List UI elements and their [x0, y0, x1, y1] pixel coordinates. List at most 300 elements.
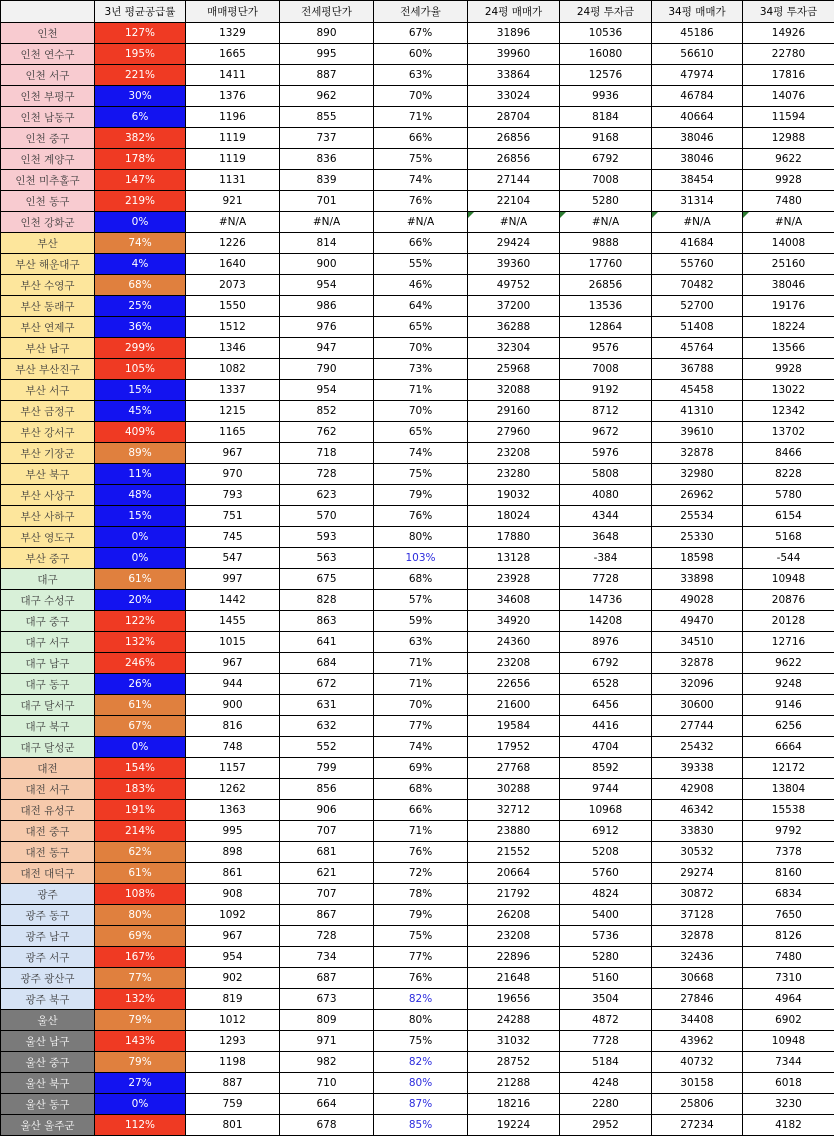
jeonse-ratio-cell: 70%	[374, 695, 468, 716]
supply-rate-cell: 246%	[95, 653, 186, 674]
sale-24py-cell: 23208	[468, 653, 560, 674]
table-row	[1, 254, 834, 275]
table-row	[1, 128, 834, 149]
jeonse-unit-price-cell: 570	[280, 506, 374, 527]
jeonse-ratio-cell: 75%	[374, 1031, 468, 1052]
sale-unit-price-cell: 1082	[186, 359, 280, 380]
sale-34py-cell: 32878	[652, 926, 743, 947]
region-cell: 부산 연제구	[1, 317, 95, 338]
jeonse-unit-price-cell: 839	[280, 170, 374, 191]
table-row	[1, 1094, 834, 1115]
header-24py-sale: 24평 매매가	[468, 1, 560, 23]
sale-24py-cell: 19656	[468, 989, 560, 1010]
region-cell: 인천 계양구	[1, 149, 95, 170]
sale-34py-cell: 41310	[652, 401, 743, 422]
investment-24py-cell: 6528	[560, 674, 652, 695]
investment-34py-cell: 17816	[743, 65, 834, 86]
sale-24py-cell: 39960	[468, 44, 560, 65]
investment-34py-cell: 13022	[743, 380, 834, 401]
investment-24py-cell: 26856	[560, 275, 652, 296]
sale-24py-cell: 21792	[468, 884, 560, 905]
table-row	[1, 800, 834, 821]
supply-rate-cell: 36%	[95, 317, 186, 338]
supply-rate-cell: 67%	[95, 716, 186, 737]
jeonse-ratio-cell: 80%	[374, 527, 468, 548]
table-row	[1, 23, 834, 44]
supply-rate-cell: 143%	[95, 1031, 186, 1052]
jeonse-ratio-cell: 82%	[374, 1052, 468, 1073]
supply-rate-cell: 27%	[95, 1073, 186, 1094]
investment-24py-cell: 13536	[560, 296, 652, 317]
investment-24py-cell: 14736	[560, 590, 652, 611]
investment-24py-cell: 4872	[560, 1010, 652, 1031]
investment-34py-cell: 10948	[743, 1031, 834, 1052]
investment-34py-cell: 5168	[743, 527, 834, 548]
region-cell: 인천 연수구	[1, 44, 95, 65]
sale-24py-cell: 20664	[468, 863, 560, 884]
sale-24py-cell: 23280	[468, 464, 560, 485]
supply-rate-cell: 178%	[95, 149, 186, 170]
investment-24py-cell: 5736	[560, 926, 652, 947]
sale-unit-price-cell: 1411	[186, 65, 280, 86]
jeonse-unit-price-cell: 900	[280, 254, 374, 275]
sale-unit-price-cell: 1512	[186, 317, 280, 338]
sale-24py-cell: 27768	[468, 758, 560, 779]
sale-34py-cell: 39338	[652, 758, 743, 779]
investment-24py-cell: 5808	[560, 464, 652, 485]
supply-rate-cell: 0%	[95, 548, 186, 569]
region-cell: 부산 북구	[1, 464, 95, 485]
investment-34py-cell: 7480	[743, 947, 834, 968]
error-indicator-icon	[743, 212, 749, 218]
sale-34py-cell: 34510	[652, 632, 743, 653]
sale-unit-price-cell: 1131	[186, 170, 280, 191]
supply-rate-cell: 62%	[95, 842, 186, 863]
sale-24py-cell: 31032	[468, 1031, 560, 1052]
table-row	[1, 107, 834, 128]
sale-unit-price-cell: 861	[186, 863, 280, 884]
jeonse-ratio-cell: 71%	[374, 821, 468, 842]
table-row	[1, 611, 834, 632]
jeonse-ratio-cell: 60%	[374, 44, 468, 65]
investment-24py-cell: 4704	[560, 737, 652, 758]
sale-unit-price-cell: 745	[186, 527, 280, 548]
investment-24py-cell: 5280	[560, 947, 652, 968]
jeonse-unit-price-cell: 809	[280, 1010, 374, 1031]
region-cell: 대구 수성구	[1, 590, 95, 611]
investment-34py-cell: 14076	[743, 86, 834, 107]
region-cell: 대전 서구	[1, 779, 95, 800]
investment-24py-cell: 6912	[560, 821, 652, 842]
sale-24py-cell: 33864	[468, 65, 560, 86]
jeonse-ratio-cell: 68%	[374, 779, 468, 800]
table-row	[1, 926, 834, 947]
region-cell: 부산 금정구	[1, 401, 95, 422]
region-cell: 부산 서구	[1, 380, 95, 401]
investment-24py-cell: 6792	[560, 149, 652, 170]
region-cell: 인천 서구	[1, 65, 95, 86]
sale-unit-price-cell: 1329	[186, 23, 280, 44]
region-cell: 인천 중구	[1, 128, 95, 149]
jeonse-unit-price-cell: 962	[280, 86, 374, 107]
jeonse-unit-price-cell: 855	[280, 107, 374, 128]
investment-24py-cell: 17760	[560, 254, 652, 275]
header-region	[1, 1, 95, 23]
sale-unit-price-cell: 1012	[186, 1010, 280, 1031]
jeonse-ratio-cell: 71%	[374, 107, 468, 128]
sale-34py-cell: 45186	[652, 23, 743, 44]
supply-rate-cell: 68%	[95, 275, 186, 296]
jeonse-ratio-cell: 73%	[374, 359, 468, 380]
region-cell: 인천 강화군	[1, 212, 95, 233]
sale-24py-cell: 28704	[468, 107, 560, 128]
supply-rate-cell: 79%	[95, 1052, 186, 1073]
jeonse-unit-price-cell: 971	[280, 1031, 374, 1052]
table-row	[1, 716, 834, 737]
sale-34py-cell: 31314	[652, 191, 743, 212]
table-row	[1, 44, 834, 65]
jeonse-unit-price-cell: 982	[280, 1052, 374, 1073]
sale-24py-cell: 23208	[468, 926, 560, 947]
header-34py-investment: 34평 투자금	[743, 1, 834, 23]
sale-34py-cell: 25806	[652, 1094, 743, 1115]
table-row	[1, 1073, 834, 1094]
investment-34py-cell: 7378	[743, 842, 834, 863]
investment-24py-cell: 7008	[560, 170, 652, 191]
region-cell: 대구 서구	[1, 632, 95, 653]
investment-34py-cell: 8160	[743, 863, 834, 884]
sale-34py-cell: 32436	[652, 947, 743, 968]
supply-rate-cell: 61%	[95, 863, 186, 884]
jeonse-unit-price-cell: 623	[280, 485, 374, 506]
investment-34py-cell: 38046	[743, 275, 834, 296]
supply-rate-cell: 11%	[95, 464, 186, 485]
sale-34py-cell: 34408	[652, 1010, 743, 1031]
jeonse-unit-price-cell: 867	[280, 905, 374, 926]
header-supply-rate: 3년 평균공급률	[95, 1, 186, 23]
sale-34py-cell: 49470	[652, 611, 743, 632]
sale-unit-price-cell: 1015	[186, 632, 280, 653]
sale-34py-cell: 26962	[652, 485, 743, 506]
table-row	[1, 149, 834, 170]
investment-34py-cell: 13702	[743, 422, 834, 443]
jeonse-ratio-cell: 74%	[374, 737, 468, 758]
jeonse-unit-price-cell: 906	[280, 800, 374, 821]
sale-34py-cell: 27846	[652, 989, 743, 1010]
table-row	[1, 632, 834, 653]
jeonse-ratio-cell: 72%	[374, 863, 468, 884]
investment-24py-cell: 5160	[560, 968, 652, 989]
investment-34py-cell: 9928	[743, 170, 834, 191]
jeonse-unit-price-cell: 710	[280, 1073, 374, 1094]
supply-rate-cell: 48%	[95, 485, 186, 506]
investment-24py-cell: 14208	[560, 611, 652, 632]
region-cell: 대구 북구	[1, 716, 95, 737]
sale-24py-cell: 23928	[468, 569, 560, 590]
investment-34py-cell: -544	[743, 548, 834, 569]
sale-24py-cell: 21600	[468, 695, 560, 716]
sale-24py-cell: 18216	[468, 1094, 560, 1115]
region-cell: 울산 울주군	[1, 1115, 95, 1136]
jeonse-ratio-cell: 75%	[374, 464, 468, 485]
investment-34py-cell: 14926	[743, 23, 834, 44]
jeonse-ratio-cell: 80%	[374, 1010, 468, 1031]
investment-24py-cell: 7008	[560, 359, 652, 380]
region-cell: 인천 동구	[1, 191, 95, 212]
sale-unit-price-cell: 1346	[186, 338, 280, 359]
header-jeonse-ratio: 전세가율	[374, 1, 468, 23]
jeonse-unit-price-cell: 673	[280, 989, 374, 1010]
sale-34py-cell: 33830	[652, 821, 743, 842]
region-cell: 울산 북구	[1, 1073, 95, 1094]
sale-24py-cell: 22104	[468, 191, 560, 212]
supply-rate-cell: 167%	[95, 947, 186, 968]
region-cell: 광주 동구	[1, 905, 95, 926]
jeonse-ratio-cell: 57%	[374, 590, 468, 611]
table-row	[1, 653, 834, 674]
investment-24py-cell: 9168	[560, 128, 652, 149]
sale-34py-cell: 30600	[652, 695, 743, 716]
sale-unit-price-cell: 967	[186, 443, 280, 464]
sale-unit-price-cell: 967	[186, 653, 280, 674]
supply-rate-cell: 183%	[95, 779, 186, 800]
supply-rate-cell: 221%	[95, 65, 186, 86]
jeonse-ratio-cell: 76%	[374, 191, 468, 212]
sale-24py-cell: 19224	[468, 1115, 560, 1136]
jeonse-ratio-cell: 79%	[374, 905, 468, 926]
sale-unit-price-cell: 1226	[186, 233, 280, 254]
region-cell: 인천	[1, 23, 95, 44]
investment-24py-cell: 2280	[560, 1094, 652, 1115]
jeonse-unit-price-cell: 954	[280, 380, 374, 401]
investment-24py-cell: 2952	[560, 1115, 652, 1136]
investment-34py-cell: 7344	[743, 1052, 834, 1073]
supply-rate-cell: 30%	[95, 86, 186, 107]
supply-rate-cell: 4%	[95, 254, 186, 275]
sale-34py-cell: 40664	[652, 107, 743, 128]
sale-34py-cell: 38454	[652, 170, 743, 191]
supply-rate-cell: 77%	[95, 968, 186, 989]
sale-unit-price-cell: 793	[186, 485, 280, 506]
investment-24py-cell: 6792	[560, 653, 652, 674]
investment-24py-cell: -384	[560, 548, 652, 569]
jeonse-ratio-cell: 69%	[374, 758, 468, 779]
supply-rate-cell: 112%	[95, 1115, 186, 1136]
supply-rate-cell: 214%	[95, 821, 186, 842]
sale-24py-cell: 29424	[468, 233, 560, 254]
region-cell: 대전	[1, 758, 95, 779]
table-row	[1, 359, 834, 380]
table-row	[1, 590, 834, 611]
jeonse-ratio-cell: 70%	[374, 401, 468, 422]
investment-34py-cell: 6834	[743, 884, 834, 905]
investment-24py-cell: 16080	[560, 44, 652, 65]
sale-24py-cell: 33024	[468, 86, 560, 107]
supply-rate-cell: 6%	[95, 107, 186, 128]
jeonse-ratio-cell: 78%	[374, 884, 468, 905]
investment-34py-cell: 20876	[743, 590, 834, 611]
sale-24py-cell: 19032	[468, 485, 560, 506]
sale-24py-cell: 24288	[468, 1010, 560, 1031]
jeonse-unit-price-cell: 718	[280, 443, 374, 464]
investment-34py-cell: 22780	[743, 44, 834, 65]
sale-34py-cell: 43962	[652, 1031, 743, 1052]
table-row	[1, 422, 834, 443]
supply-rate-cell: 154%	[95, 758, 186, 779]
region-cell: 부산	[1, 233, 95, 254]
sale-unit-price-cell: 1337	[186, 380, 280, 401]
sale-24py-cell: 17880	[468, 527, 560, 548]
jeonse-unit-price-cell: 707	[280, 884, 374, 905]
sale-unit-price-cell: 1119	[186, 128, 280, 149]
region-cell: 울산 남구	[1, 1031, 95, 1052]
sale-unit-price-cell: 954	[186, 947, 280, 968]
table-row	[1, 401, 834, 422]
jeonse-unit-price-cell: 863	[280, 611, 374, 632]
supply-rate-cell: 20%	[95, 590, 186, 611]
investment-24py-cell: 6456	[560, 695, 652, 716]
jeonse-ratio-cell: 46%	[374, 275, 468, 296]
jeonse-unit-price-cell: 986	[280, 296, 374, 317]
table-body	[1, 23, 834, 1136]
sale-34py-cell: 42908	[652, 779, 743, 800]
jeonse-unit-price-cell: 684	[280, 653, 374, 674]
jeonse-unit-price-cell: 552	[280, 737, 374, 758]
jeonse-unit-price-cell: 672	[280, 674, 374, 695]
supply-rate-cell: 0%	[95, 1094, 186, 1115]
investment-24py-cell: 3648	[560, 527, 652, 548]
sale-34py-cell: 36788	[652, 359, 743, 380]
sale-34py-cell: 30872	[652, 884, 743, 905]
sale-34py-cell: 55760	[652, 254, 743, 275]
sale-unit-price-cell: 1196	[186, 107, 280, 128]
sale-24py-cell: 26208	[468, 905, 560, 926]
sale-24py-cell: 13128	[468, 548, 560, 569]
investment-24py-cell: 9192	[560, 380, 652, 401]
region-cell: 대전 유성구	[1, 800, 95, 821]
region-cell: 부산 해운대구	[1, 254, 95, 275]
investment-34py-cell: 14008	[743, 233, 834, 254]
investment-34py-cell: 5780	[743, 485, 834, 506]
jeonse-unit-price-cell: 621	[280, 863, 374, 884]
table-row	[1, 317, 834, 338]
supply-rate-cell: 191%	[95, 800, 186, 821]
table-row	[1, 737, 834, 758]
sale-24py-cell: 32304	[468, 338, 560, 359]
jeonse-ratio-cell: 70%	[374, 338, 468, 359]
table-row	[1, 695, 834, 716]
region-cell: 부산 동래구	[1, 296, 95, 317]
table-row	[1, 380, 834, 401]
region-cell: 부산 사상구	[1, 485, 95, 506]
investment-34py-cell: 7480	[743, 191, 834, 212]
sale-34py-cell: 30158	[652, 1073, 743, 1094]
sale-unit-price-cell: 921	[186, 191, 280, 212]
investment-34py-cell: 25160	[743, 254, 834, 275]
jeonse-ratio-cell: 66%	[374, 233, 468, 254]
investment-34py-cell: 9248	[743, 674, 834, 695]
jeonse-ratio-cell: 74%	[374, 443, 468, 464]
investment-34py-cell: 12716	[743, 632, 834, 653]
header-24py-investment: 24평 투자금	[560, 1, 652, 23]
supply-rate-cell: 25%	[95, 296, 186, 317]
sale-34py-cell: 30668	[652, 968, 743, 989]
investment-24py-cell: 5280	[560, 191, 652, 212]
region-cell: 울산	[1, 1010, 95, 1031]
sale-unit-price-cell: 997	[186, 569, 280, 590]
jeonse-ratio-cell: #N/A	[374, 212, 468, 233]
investment-34py-cell: 13566	[743, 338, 834, 359]
investment-24py-cell: 9888	[560, 233, 652, 254]
sale-24py-cell: 18024	[468, 506, 560, 527]
sale-34py-cell: 49028	[652, 590, 743, 611]
supply-rate-cell: 147%	[95, 170, 186, 191]
sale-34py-cell: 27744	[652, 716, 743, 737]
supply-rate-cell: 122%	[95, 611, 186, 632]
sale-unit-price-cell: 1215	[186, 401, 280, 422]
jeonse-unit-price-cell: 701	[280, 191, 374, 212]
investment-34py-cell: 6256	[743, 716, 834, 737]
jeonse-unit-price-cell: 976	[280, 317, 374, 338]
sale-34py-cell: 52700	[652, 296, 743, 317]
jeonse-ratio-cell: 71%	[374, 674, 468, 695]
investment-34py-cell: 12988	[743, 128, 834, 149]
investment-34py-cell: 18224	[743, 317, 834, 338]
investment-24py-cell: 10536	[560, 23, 652, 44]
sale-unit-price-cell: 995	[186, 821, 280, 842]
sale-unit-price-cell: 816	[186, 716, 280, 737]
jeonse-unit-price-cell: #N/A	[280, 212, 374, 233]
sale-34py-cell: 30532	[652, 842, 743, 863]
jeonse-ratio-cell: 77%	[374, 716, 468, 737]
sale-34py-cell: 39610	[652, 422, 743, 443]
jeonse-unit-price-cell: 675	[280, 569, 374, 590]
region-cell: 부산 사하구	[1, 506, 95, 527]
investment-24py-cell: 5208	[560, 842, 652, 863]
region-cell: 대구 달서구	[1, 695, 95, 716]
table-row	[1, 296, 834, 317]
investment-34py-cell: 6664	[743, 737, 834, 758]
investment-24py-cell: 8712	[560, 401, 652, 422]
supply-rate-cell: 61%	[95, 695, 186, 716]
region-cell: 대구 중구	[1, 611, 95, 632]
jeonse-unit-price-cell: 836	[280, 149, 374, 170]
jeonse-ratio-cell: 82%	[374, 989, 468, 1010]
sale-unit-price-cell: 1363	[186, 800, 280, 821]
investment-24py-cell: 8184	[560, 107, 652, 128]
sale-34py-cell: #N/A	[652, 212, 743, 233]
jeonse-ratio-cell: 87%	[374, 1094, 468, 1115]
region-cell: 인천 남동구	[1, 107, 95, 128]
sale-unit-price-cell: 748	[186, 737, 280, 758]
investment-34py-cell: 11594	[743, 107, 834, 128]
jeonse-unit-price-cell: 728	[280, 464, 374, 485]
sale-unit-price-cell: 1665	[186, 44, 280, 65]
region-cell: 부산 영도구	[1, 527, 95, 548]
sale-34py-cell: 25330	[652, 527, 743, 548]
region-cell: 광주 서구	[1, 947, 95, 968]
region-cell: 대전 대덕구	[1, 863, 95, 884]
region-cell: 부산 중구	[1, 548, 95, 569]
jeonse-unit-price-cell: 852	[280, 401, 374, 422]
jeonse-unit-price-cell: 890	[280, 23, 374, 44]
table-row	[1, 821, 834, 842]
sale-34py-cell: 47974	[652, 65, 743, 86]
sale-24py-cell: 30288	[468, 779, 560, 800]
region-cell: 대구	[1, 569, 95, 590]
jeonse-ratio-cell: 65%	[374, 422, 468, 443]
investment-34py-cell: 9622	[743, 653, 834, 674]
